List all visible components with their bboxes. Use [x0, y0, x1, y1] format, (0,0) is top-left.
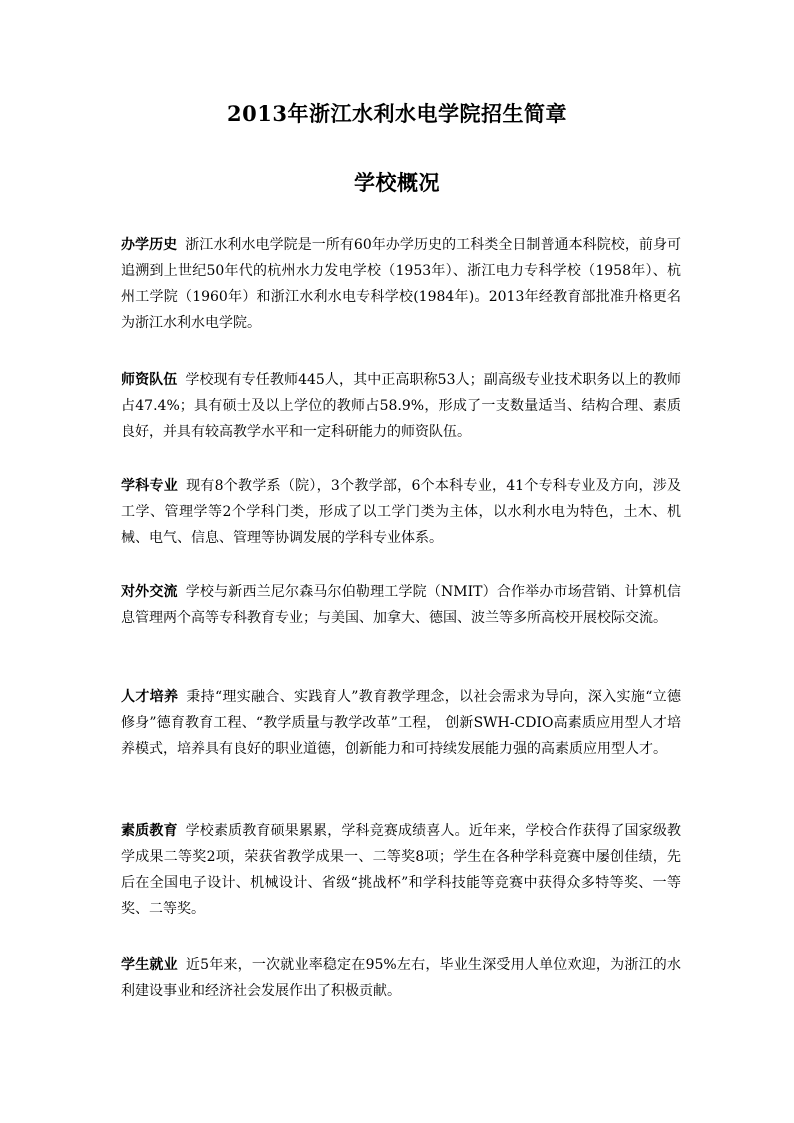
- paragraph-label: 办学历史: [121, 237, 178, 253]
- paragraph-text: 学校与新西兰尼尔森马尔伯勒理工学院（NMIT）合作举办市场营销、计算机信息管理两个高等专科教育专业；与美国、加拿大、德国、波兰等多所高校开展校际交流。: [121, 584, 682, 626]
- paragraph-text: 浙江水利水电学院是一所有60年办学历史的工科类全日制普通本科院校，前身可追溯到上世纪50年代的杭州水力发电学校（1953年）、浙江电力专科学校（1958年）、杭州工学院（1960年）和浙江水利水电专科学校(1984年)。2013年经教育部批准升格更名为浙江水利水电学院。: [121, 237, 682, 331]
- paragraph-label: 学生就业: [121, 957, 178, 973]
- paragraph-label: 学科专业: [121, 478, 179, 494]
- paragraph-faculty: [121, 367, 681, 445]
- paragraph-text: 近5年来，一次就业率稳定在95%左右，毕业生深受用人单位欢迎，为浙江的水利建设事业和经济社会发展作出了积极贡献。: [121, 957, 682, 999]
- paragraph-text: 学校素质教育硕果累累，学科竞赛成绩喜人。近年来，学校合作获得了国家级教学成果二等奖2项，荣获省教学成果一、二等奖8项；学生在各种学科竞赛中屡创佳绩，先后在全国电子设计、机械设计、省级“挑战杯”和学科技能等竞赛中获得众多特等奖、一等奖、二等奖。: [121, 823, 682, 917]
- paragraph-exchange: [121, 579, 681, 631]
- paragraph-talent: [121, 684, 681, 762]
- paragraph-history: [121, 232, 681, 336]
- paragraph-text: 秉持“理实融合、实践育人”教育教学理念，以社会需求为导向，深入实施“立德修身”德育教育工程、“教学质量与教学改革”工程， 创新SWH-CDIO高素质应用型人才培养模式，培养具有良好的职业道德，创新能力和可持续发展能力强的高素质应用型人才。: [121, 689, 681, 757]
- paragraph-label: 人才培养: [121, 689, 179, 705]
- paragraph-label: 对外交流: [121, 584, 178, 600]
- paragraph-text: 学校现有专任教师445人，其中正高职称53人；副高级专业技术职务以上的教师占47.4%；具有硕士及以上学位的教师占58.9%，形成了一支数量适当、结构合理、素质良好，并具有较高教学水平和一定科研能力的师资队伍。: [121, 372, 681, 440]
- document-title: 2013年浙江水利水电学院招生简章: [227, 101, 567, 126]
- paragraph-text: 现有8个教学系（院），3个教学部，6个本科专业，41个专科专业及方向，涉及工学、管理学等2个学科门类，形成了以工学门类为主体，以水利水电为特色，土木、机械、电气、信息、管理等协调发展的学科专业体系。: [121, 478, 681, 546]
- paragraph-disciplines: [121, 473, 681, 551]
- paragraph-employment: [121, 952, 681, 1004]
- paragraph-label: 素质教育: [121, 823, 178, 839]
- section-heading: 学校概况: [354, 170, 440, 195]
- paragraph-quality-education: [121, 818, 681, 922]
- paragraph-label: 师资队伍: [121, 372, 178, 388]
